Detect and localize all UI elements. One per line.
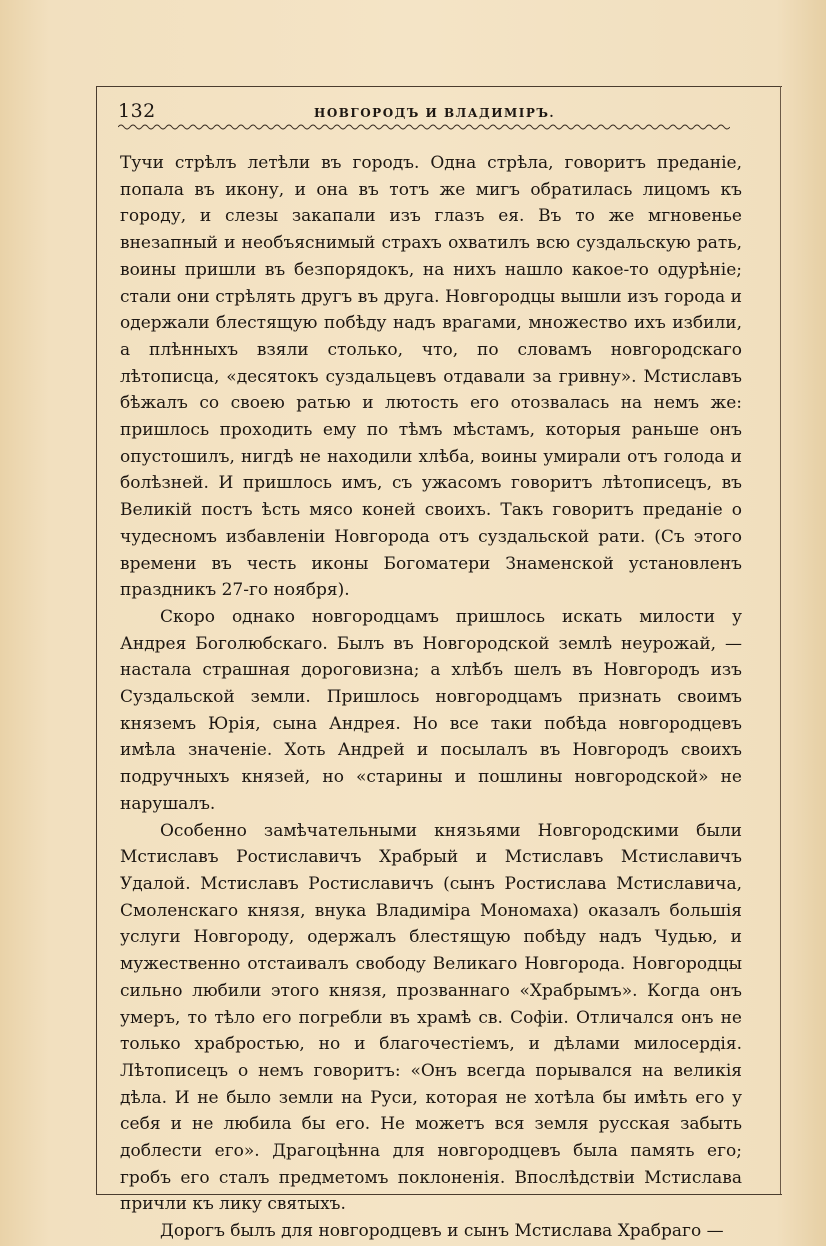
paragraph-2: Скоро однако новгородцамъ пришлось искать милости у Андрея Боголюбскаго. Былъ въ Новгородской землѣ неурожай, — настала страшная дороговизна; а хлѣбъ шелъ въ Новгородъ изъ Суздальской земли. Пришлось новгородцамъ признать своимъ княземъ Юрія, сына Андрея. Но все таки побѣда новгородцевъ имѣла значеніе. Хоть Андрей и посылалъ въ Новгородъ своихъ подручныхъ князей, но «старины и пошлины новгородской» не нарушалъ. bbox=[120, 606, 742, 814]
page-number: 132 bbox=[118, 100, 156, 122]
wavy-divider bbox=[118, 122, 730, 132]
running-title: НОВГОРОДЪ И ВЛАДИМІРЪ. bbox=[314, 106, 556, 120]
paragraph-3: Особенно замѣчательными князьями Новгородскими были Мстиславъ Ростиславичъ Храбрый и Мстиславъ Мстиславичъ Удалой. Мстиславъ Ростиславичъ (сынъ Ростислава Мстиславича, Смоленскаго князя, внука Владиміра Мономаха) оказалъ большія услуги Новгороду, одержалъ блестящую побѣду надъ Чудью, и мужественно отстаивалъ свободу Великаго Новгорода. Новгородцы сильно любили этого князя, прозваннаго «Храбрымъ». Когда онъ умеръ, то тѣло его погребли въ храмѣ св. Софіи. Отличался онъ не только храбростью, но и благочестіемъ, и дѣлами милосердія. Лѣтописецъ о немъ говоритъ: «Онъ всегда порывался на великія дѣла. И не было земли на Руси, которая не хотѣла бы имѣть его у себя и не любила бы его. Не можетъ вся земля русская забыть доблести его». Драгоцѣнна для новгородцевъ была память его; гробъ его сталъ предметомъ поклоненія. Впослѣдствіи Мстислава причли къ лику святыхъ. bbox=[120, 820, 742, 1215]
frame-right-rule bbox=[780, 86, 781, 1194]
frame-left-rule bbox=[96, 86, 97, 1194]
paragraph-4: Дорогъ былъ для новгородцевъ и сынъ Мстислава Храбраго — bbox=[160, 1221, 724, 1242]
frame-top-rule bbox=[96, 86, 782, 87]
body-text bbox=[120, 150, 742, 1245]
paragraph-1: Тучи стрѣлъ летѣли въ городъ. Одна стрѣла, говоритъ преданіе, попала въ икону, и она въ тотъ же мигъ обратилась лицомъ къ городу, и слезы закапали изъ глазъ ея. Въ то же мгновенье внезапный и необъяснимый страхъ охватилъ всю суздальскую рать, воины пришли въ безпорядокъ, на нихъ нашло какое-то одурѣніе; стали они стрѣлять другъ въ друга. Новгородцы вышли изъ города и одержали блестящую побѣду надъ врагами, множество ихъ избили, а плѣнныхъ взяли столько, что, по словамъ новгородскаго лѣтописца, «десятокъ суздальцевъ отдавали за гривну». Мстиславъ бѣжалъ со своею ратью и лютость его отозвалась на немъ же: пришлось проходить ему по тѣмъ мѣстамъ, которыя раньше онъ опустошилъ, нигдѣ не находили хлѣба, воины умирали отъ голода и болѣзней. И пришлось имъ, съ ужасомъ говоритъ лѣтописецъ, въ Великій постъ ѣсть мясо коней своихъ. Такъ говоритъ преданіе о чудесномъ избавленіи Новгорода отъ суздальской рати. (Съ этого времени въ честь иконы Богоматери Знаменской установленъ праздникъ 27-го ноября). bbox=[120, 153, 742, 601]
